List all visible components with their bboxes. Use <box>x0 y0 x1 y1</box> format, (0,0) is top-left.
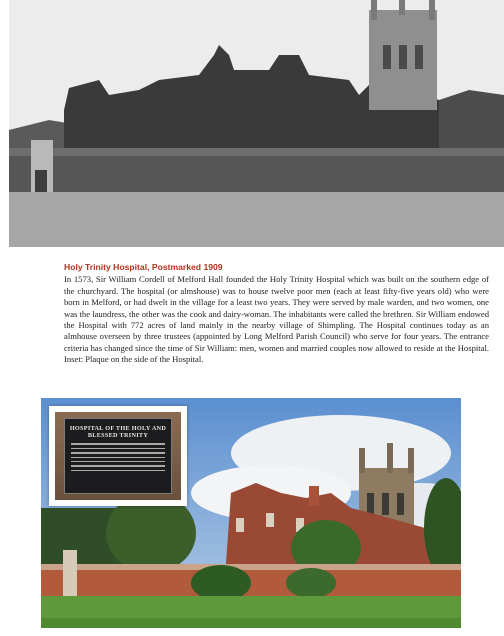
plaque-text-lines <box>65 443 171 471</box>
plaque-image <box>55 412 181 500</box>
caption-block <box>64 262 489 366</box>
plaque-title: HOSPITAL OF THE HOLY AND BLESSED TRINITY <box>69 425 167 440</box>
plaque-board <box>64 418 172 494</box>
plaque-inset <box>49 406 187 506</box>
caption-title: Holy Trinity Hospital, Postmarked 1909 <box>64 262 223 272</box>
historic-photo <box>9 0 504 247</box>
caption-body: In 1573, Sir William Cordell of Melford Hall founded the Holy Trinity Hospital which was built on the southern edge of the churchyard. The hospital (or almshouse) was to house twelve poor men (each at least fifty-five years old) who were born in Melford, or had dwelt in the village for a least two years. They were served by male warden, and two women, one was the laundress, the other was the cook and dairy-woman. The inhabitants were called the brethren. Sir William endowed the Hospital with 772 acres of land mainly in the nearby village of Shimpling. The Hospital continues today as an almhouse overseen by three trustees (appointed by Long Melford Parish Council) who serve for four years. The entrance criteria has changed since the time of Sir William: men, women and married couples now allowed to reside at the Hospital. Inset: Plaque on the side of the Hospital. <box>64 274 489 365</box>
